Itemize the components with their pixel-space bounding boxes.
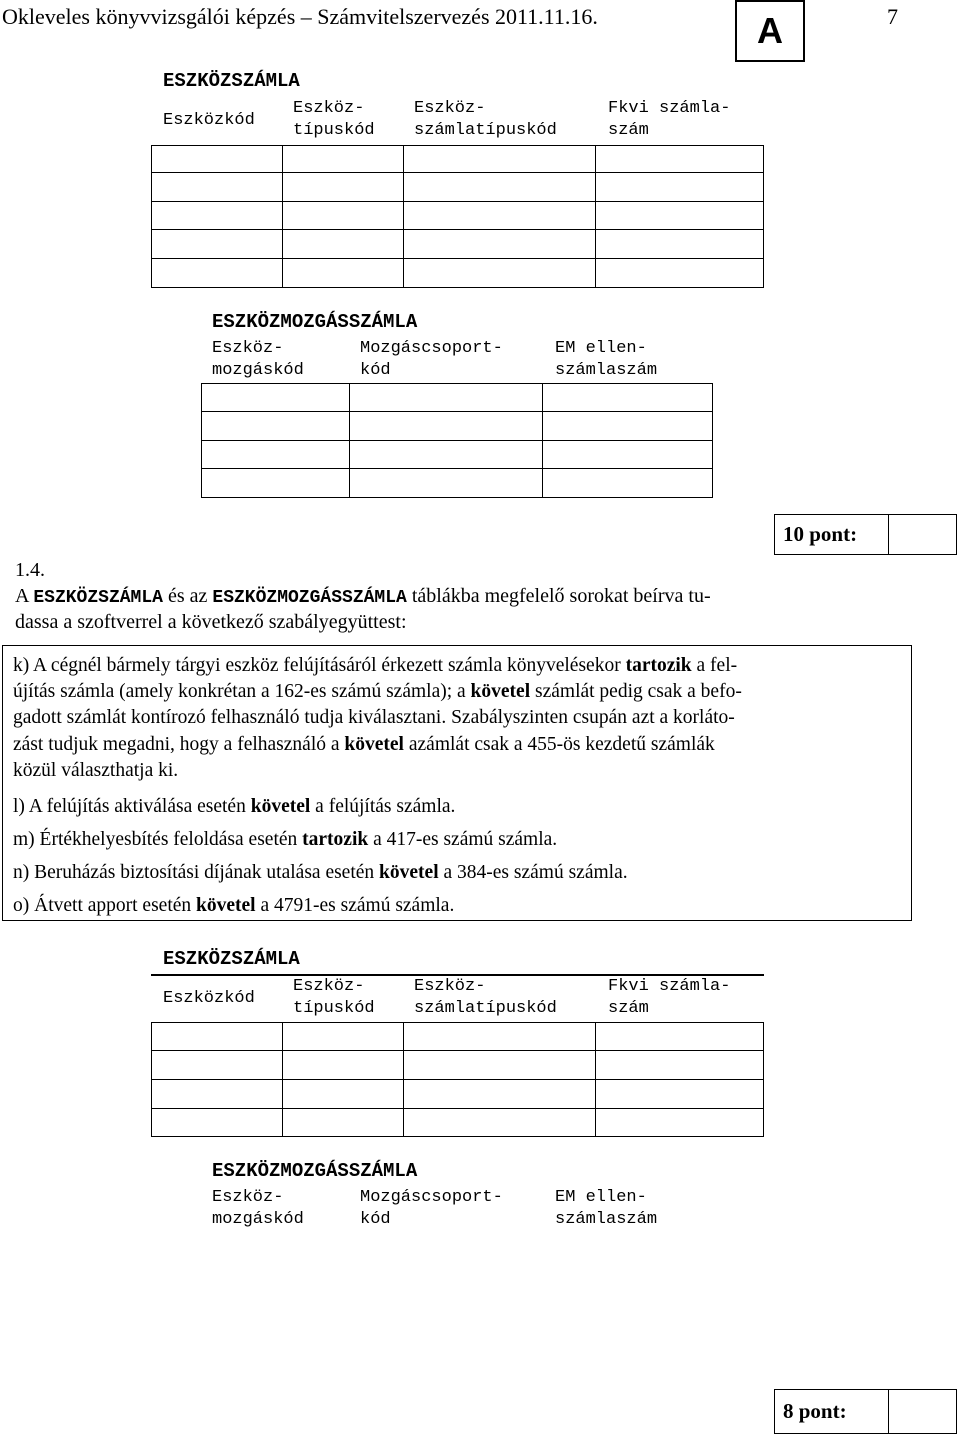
rule-k-line5: közül választhatja ki.: [13, 760, 179, 781]
table-cell[interactable]: [596, 259, 764, 288]
rule-m: m) Értékhelyesbítés feloldása esetén tartozik a 417-es számú számla.: [13, 829, 558, 850]
table-cell[interactable]: [543, 469, 713, 498]
score-label: 8 pont:: [783, 1399, 847, 1423]
table-row: [152, 202, 764, 230]
rule-k-line3: gadott számlát kontírozó felhasználó tudja kiválasztani. Szabályszinten csupán azt a korláto-: [13, 707, 735, 728]
table-cell[interactable]: [282, 173, 403, 202]
table-cell[interactable]: [152, 146, 283, 173]
table-cell[interactable]: [403, 146, 596, 173]
table-cell[interactable]: [202, 469, 350, 498]
table-row: [202, 384, 713, 412]
table-cell[interactable]: [543, 384, 713, 412]
table-mozgas-grid: [201, 383, 713, 498]
table-cell[interactable]: [403, 259, 596, 288]
col-eszkozkod: Eszközkód: [163, 111, 255, 130]
table-eszkozszamla-2-title: ESZKÖZSZÁMLA: [163, 948, 300, 970]
table-name-mozgas: ESZKÖZMOZGÁSSZÁMLA: [212, 588, 407, 608]
table-top-rule: [151, 974, 764, 976]
table-row: [152, 173, 764, 202]
table-eszkozszamla-2-grid: [151, 1022, 764, 1137]
score-input-cell[interactable]: [888, 1390, 956, 1433]
table-cell[interactable]: [403, 1109, 596, 1137]
table-row: [152, 1051, 764, 1080]
task-intro-line2: dassa a szoftverrel a következő szabályegyüttest:: [15, 611, 407, 633]
col-eszkoz-szamlatipuskod: Eszköz- számlatípuskód: [414, 99, 557, 140]
table-cell[interactable]: [349, 412, 543, 441]
table-cell[interactable]: [596, 1051, 764, 1080]
table-cell[interactable]: [403, 1023, 596, 1051]
table-cell[interactable]: [282, 1109, 403, 1137]
table-cell[interactable]: [403, 173, 596, 202]
document-header: Okleveles könyvvizsgálói képzés – Számvitelszervezés 2011.11.16.: [2, 4, 598, 29]
table-cell[interactable]: [282, 230, 403, 259]
table-cell[interactable]: [152, 259, 283, 288]
table-cell[interactable]: [403, 1080, 596, 1109]
table-cell[interactable]: [152, 202, 283, 230]
task-number: 1.4.: [15, 559, 45, 581]
table-cell[interactable]: [152, 173, 283, 202]
rule-k-line1: k) A cégnél bármely tárgyi eszköz felújításáról érkezett számla könyvelésekor tartozik a fel-: [13, 655, 738, 676]
col-eszkoz-szamlatipuskod: Eszköz- számlatípuskód: [414, 977, 557, 1018]
col-em-ellenszamlaszam: EM ellen- számlaszám: [555, 339, 658, 380]
col-eszkoz-tipuskod: Eszköz- típuskód: [293, 977, 375, 1018]
col-mozgascsoportkod: Mozgáscsoport- kód: [360, 1188, 503, 1229]
col-eszkozkod: Eszközkód: [163, 989, 255, 1008]
table-cell[interactable]: [152, 1109, 283, 1137]
table-cell[interactable]: [152, 1080, 283, 1109]
rule-o: o) Átvett apport esetén követel a 4791-es számú számla.: [13, 895, 455, 916]
table-cell[interactable]: [282, 202, 403, 230]
table-cell[interactable]: [152, 1023, 283, 1051]
table-cell[interactable]: [282, 1051, 403, 1080]
table-cell[interactable]: [403, 1051, 596, 1080]
score-box-top: [774, 514, 957, 555]
table-cell[interactable]: [202, 384, 350, 412]
table-row: [152, 1080, 764, 1109]
table-cell[interactable]: [403, 230, 596, 259]
table-cell[interactable]: [596, 173, 764, 202]
table-cell[interactable]: [349, 384, 543, 412]
col-eszkoz-mozgaskod: Eszköz- mozgáskód: [212, 1188, 304, 1229]
table-row: [152, 230, 764, 259]
task-intro-line1: A ESZKÖZSZÁMLA és az ESZKÖZMOZGÁSSZÁMLA táblákba megfelelő sorokat beírva tu-: [15, 585, 711, 608]
table-eszkozszamla-title: ESZKÖZSZÁMLA: [163, 70, 300, 92]
table-cell[interactable]: [596, 1023, 764, 1051]
table-cell[interactable]: [596, 1109, 764, 1137]
table-row: [152, 1023, 764, 1051]
table-cell[interactable]: [202, 441, 350, 469]
col-em-ellenszamlaszam: EM ellen- számlaszám: [555, 1188, 658, 1229]
col-fkvi-szamlaszam: Fkvi számla- szám: [608, 99, 731, 140]
table-cell[interactable]: [349, 441, 543, 469]
table-cell[interactable]: [543, 412, 713, 441]
table-cell[interactable]: [152, 1051, 283, 1080]
rule-k-line2: újítás számla (amely konkrétan a 162-es számú számla); a követel számlát pedig csak a befo-: [13, 681, 742, 702]
table-cell[interactable]: [349, 469, 543, 498]
rule-k-line4: zást tudjuk megadni, hogy a felhasználó a követel azámlát csak a 455-ös kezdetű számlák: [13, 734, 715, 755]
table-cell[interactable]: [202, 412, 350, 441]
table-cell[interactable]: [596, 202, 764, 230]
table-cell[interactable]: [543, 441, 713, 469]
table-cell[interactable]: [152, 230, 283, 259]
score-label: 10 pont:: [783, 522, 858, 546]
table-mozgas-title: ESZKÖZMOZGÁSSZÁMLA: [212, 311, 418, 333]
score-input-cell[interactable]: [888, 515, 956, 554]
col-eszkoz-mozgaskod: Eszköz- mozgáskód: [212, 339, 304, 380]
col-eszkoz-tipuskod: Eszköz- típuskód: [293, 99, 375, 140]
rule-l: l) A felújítás aktiválása esetén követel a felújítás számla.: [13, 796, 456, 817]
table-row: [152, 259, 764, 288]
table-eszkozszamla-grid: [151, 145, 764, 288]
table-cell[interactable]: [403, 202, 596, 230]
variant-letter-box: A: [735, 0, 805, 62]
table-row: [152, 1109, 764, 1137]
table-mozgas-2-title: ESZKÖZMOZGÁSSZÁMLA: [212, 1160, 418, 1182]
table-name-eszkozszamla: ESZKÖZSZÁMLA: [33, 588, 163, 608]
table-row: [202, 469, 713, 498]
page-number: 7: [887, 4, 898, 29]
table-row: [202, 441, 713, 469]
score-box-bottom: [774, 1389, 957, 1434]
rule-n: n) Beruházás biztosítási díjának utalása esetén követel a 384-es számú számla.: [13, 862, 628, 883]
col-fkvi-szamlaszam: Fkvi számla- szám: [608, 977, 731, 1018]
col-mozgascsoportkod: Mozgáscsoport- kód: [360, 339, 503, 380]
table-cell[interactable]: [282, 1023, 403, 1051]
table-cell[interactable]: [282, 1080, 403, 1109]
table-cell[interactable]: [282, 259, 403, 288]
table-cell[interactable]: [282, 146, 403, 173]
table-cell[interactable]: [596, 230, 764, 259]
table-cell[interactable]: [596, 1080, 764, 1109]
table-row: [152, 146, 764, 173]
table-cell[interactable]: [596, 146, 764, 173]
table-row: [202, 412, 713, 441]
